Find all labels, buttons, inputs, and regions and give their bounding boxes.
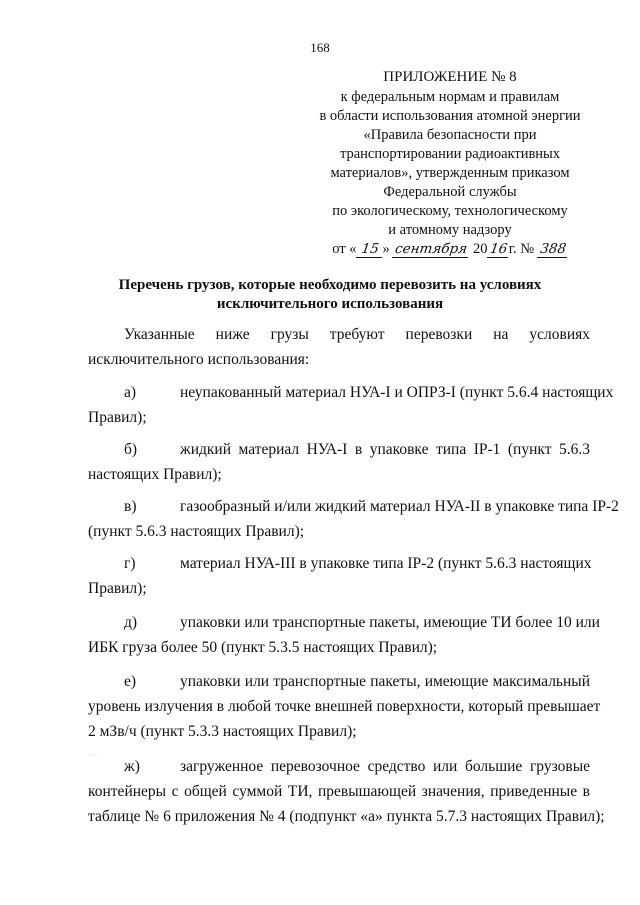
appendix-line: транспортировании радиоактивных [339, 146, 561, 162]
item-line [88, 494, 619, 519]
item-letter: ж) [124, 758, 140, 775]
item-text: жидкий материал НУА-I в упаковке типа IP-1 (пункт 5.6.3 [180, 441, 590, 458]
order-year-prefix: 20 [473, 241, 488, 257]
list-title-line: Перечень грузов, которые необходимо перевозить на условиях [118, 277, 542, 293]
order-date-line [300, 240, 600, 259]
item-line [88, 380, 614, 405]
list-item [88, 551, 590, 601]
list-item [88, 380, 614, 430]
item-line [88, 751, 590, 779]
order-prefix: от « [332, 241, 357, 257]
appendix-line: по экологическому, технологическому [332, 203, 568, 219]
list-item [88, 610, 600, 660]
handwritten-day: 15 [355, 242, 383, 258]
appendix-header [300, 68, 600, 259]
page-number: 168 [310, 40, 330, 55]
handwritten-year: 16 [486, 242, 509, 258]
handwritten-order-number: 388 [537, 242, 569, 258]
appendix-title: ПРИЛОЖЕНИЕ № 8 [383, 69, 517, 85]
item-text: неупакованный материал НУА-I и ОПРЗ-I (пункт 5.6.4 настоящих [180, 384, 614, 401]
item-text: упаковки или транспортные пакеты, имеющие максимальный [180, 673, 590, 690]
item-letter: б) [124, 441, 138, 458]
item-text: упаковки или транспортные пакеты, имеющие ТИ более 10 или [180, 614, 600, 631]
appendix-line: материалов», утвержденным приказом [330, 165, 570, 181]
appendix-line: «Правила безопасности при [363, 127, 537, 143]
item-letter: в) [124, 498, 137, 515]
item-line: контейнеры с общей суммой ТИ, превышающей значения, приведенные в [88, 783, 590, 800]
appendix-line: Федеральной службы [383, 184, 517, 200]
appendix-line: в области использования атомной энергии [319, 108, 581, 124]
item-letter: д) [124, 614, 138, 631]
item-line [88, 437, 590, 462]
item-letter: е) [124, 673, 137, 690]
order-year-label: г. № [508, 241, 535, 257]
list-item [88, 669, 601, 744]
item-line: настоящих Правил); [88, 466, 222, 483]
item-line: (пункт 5.6.3 настоящих Правил); [88, 523, 305, 540]
appendix-line: к федеральным нормам и правилам [340, 89, 560, 105]
item-line [88, 669, 590, 694]
handwritten-month: сентября [392, 242, 470, 258]
intro-line: исключительного использования: [88, 351, 310, 368]
item-text: загруженное перевозочное средство или большие грузовые [180, 758, 590, 775]
item-line: уровень излучения в любой точке внешней поверхности, который превышает [88, 698, 601, 715]
list-title-line: исключительного использования [216, 296, 444, 312]
intro-paragraph [88, 322, 590, 372]
list-item [88, 494, 619, 544]
scan-smudge: · · · [88, 751, 100, 760]
list-item [88, 437, 590, 487]
item-line [88, 610, 600, 635]
item-line: ИБК груза более 50 (пункт 5.3.5 настоящих Правил); [88, 639, 438, 656]
appendix-line: и атомному надзору [388, 222, 512, 238]
item-line: Правил); [88, 580, 147, 597]
item-text: газообразный и/или жидкий материал НУА-II в упаковке типа IP-2 [180, 498, 619, 515]
item-letter: г) [124, 555, 136, 572]
list-title [60, 276, 600, 314]
order-quote-close: » [382, 241, 390, 257]
intro-line: Указанные ниже грузы требуют перевозки на условиях [124, 326, 590, 343]
item-letter: а) [124, 384, 137, 401]
item-text: материал НУА-III в упаковке типа IP-2 (пункт 5.6.3 настоящих [180, 555, 592, 572]
list-item [88, 751, 605, 829]
item-line: Правил); [88, 409, 147, 426]
item-line: 2 мЗв/ч (пункт 5.3.3 настоящих Правил); [88, 723, 357, 740]
item-line: таблице № 6 приложения № 4 (подпункт «а» пункта 5.7.3 настоящих Правил); [88, 808, 605, 825]
item-line [88, 551, 590, 576]
